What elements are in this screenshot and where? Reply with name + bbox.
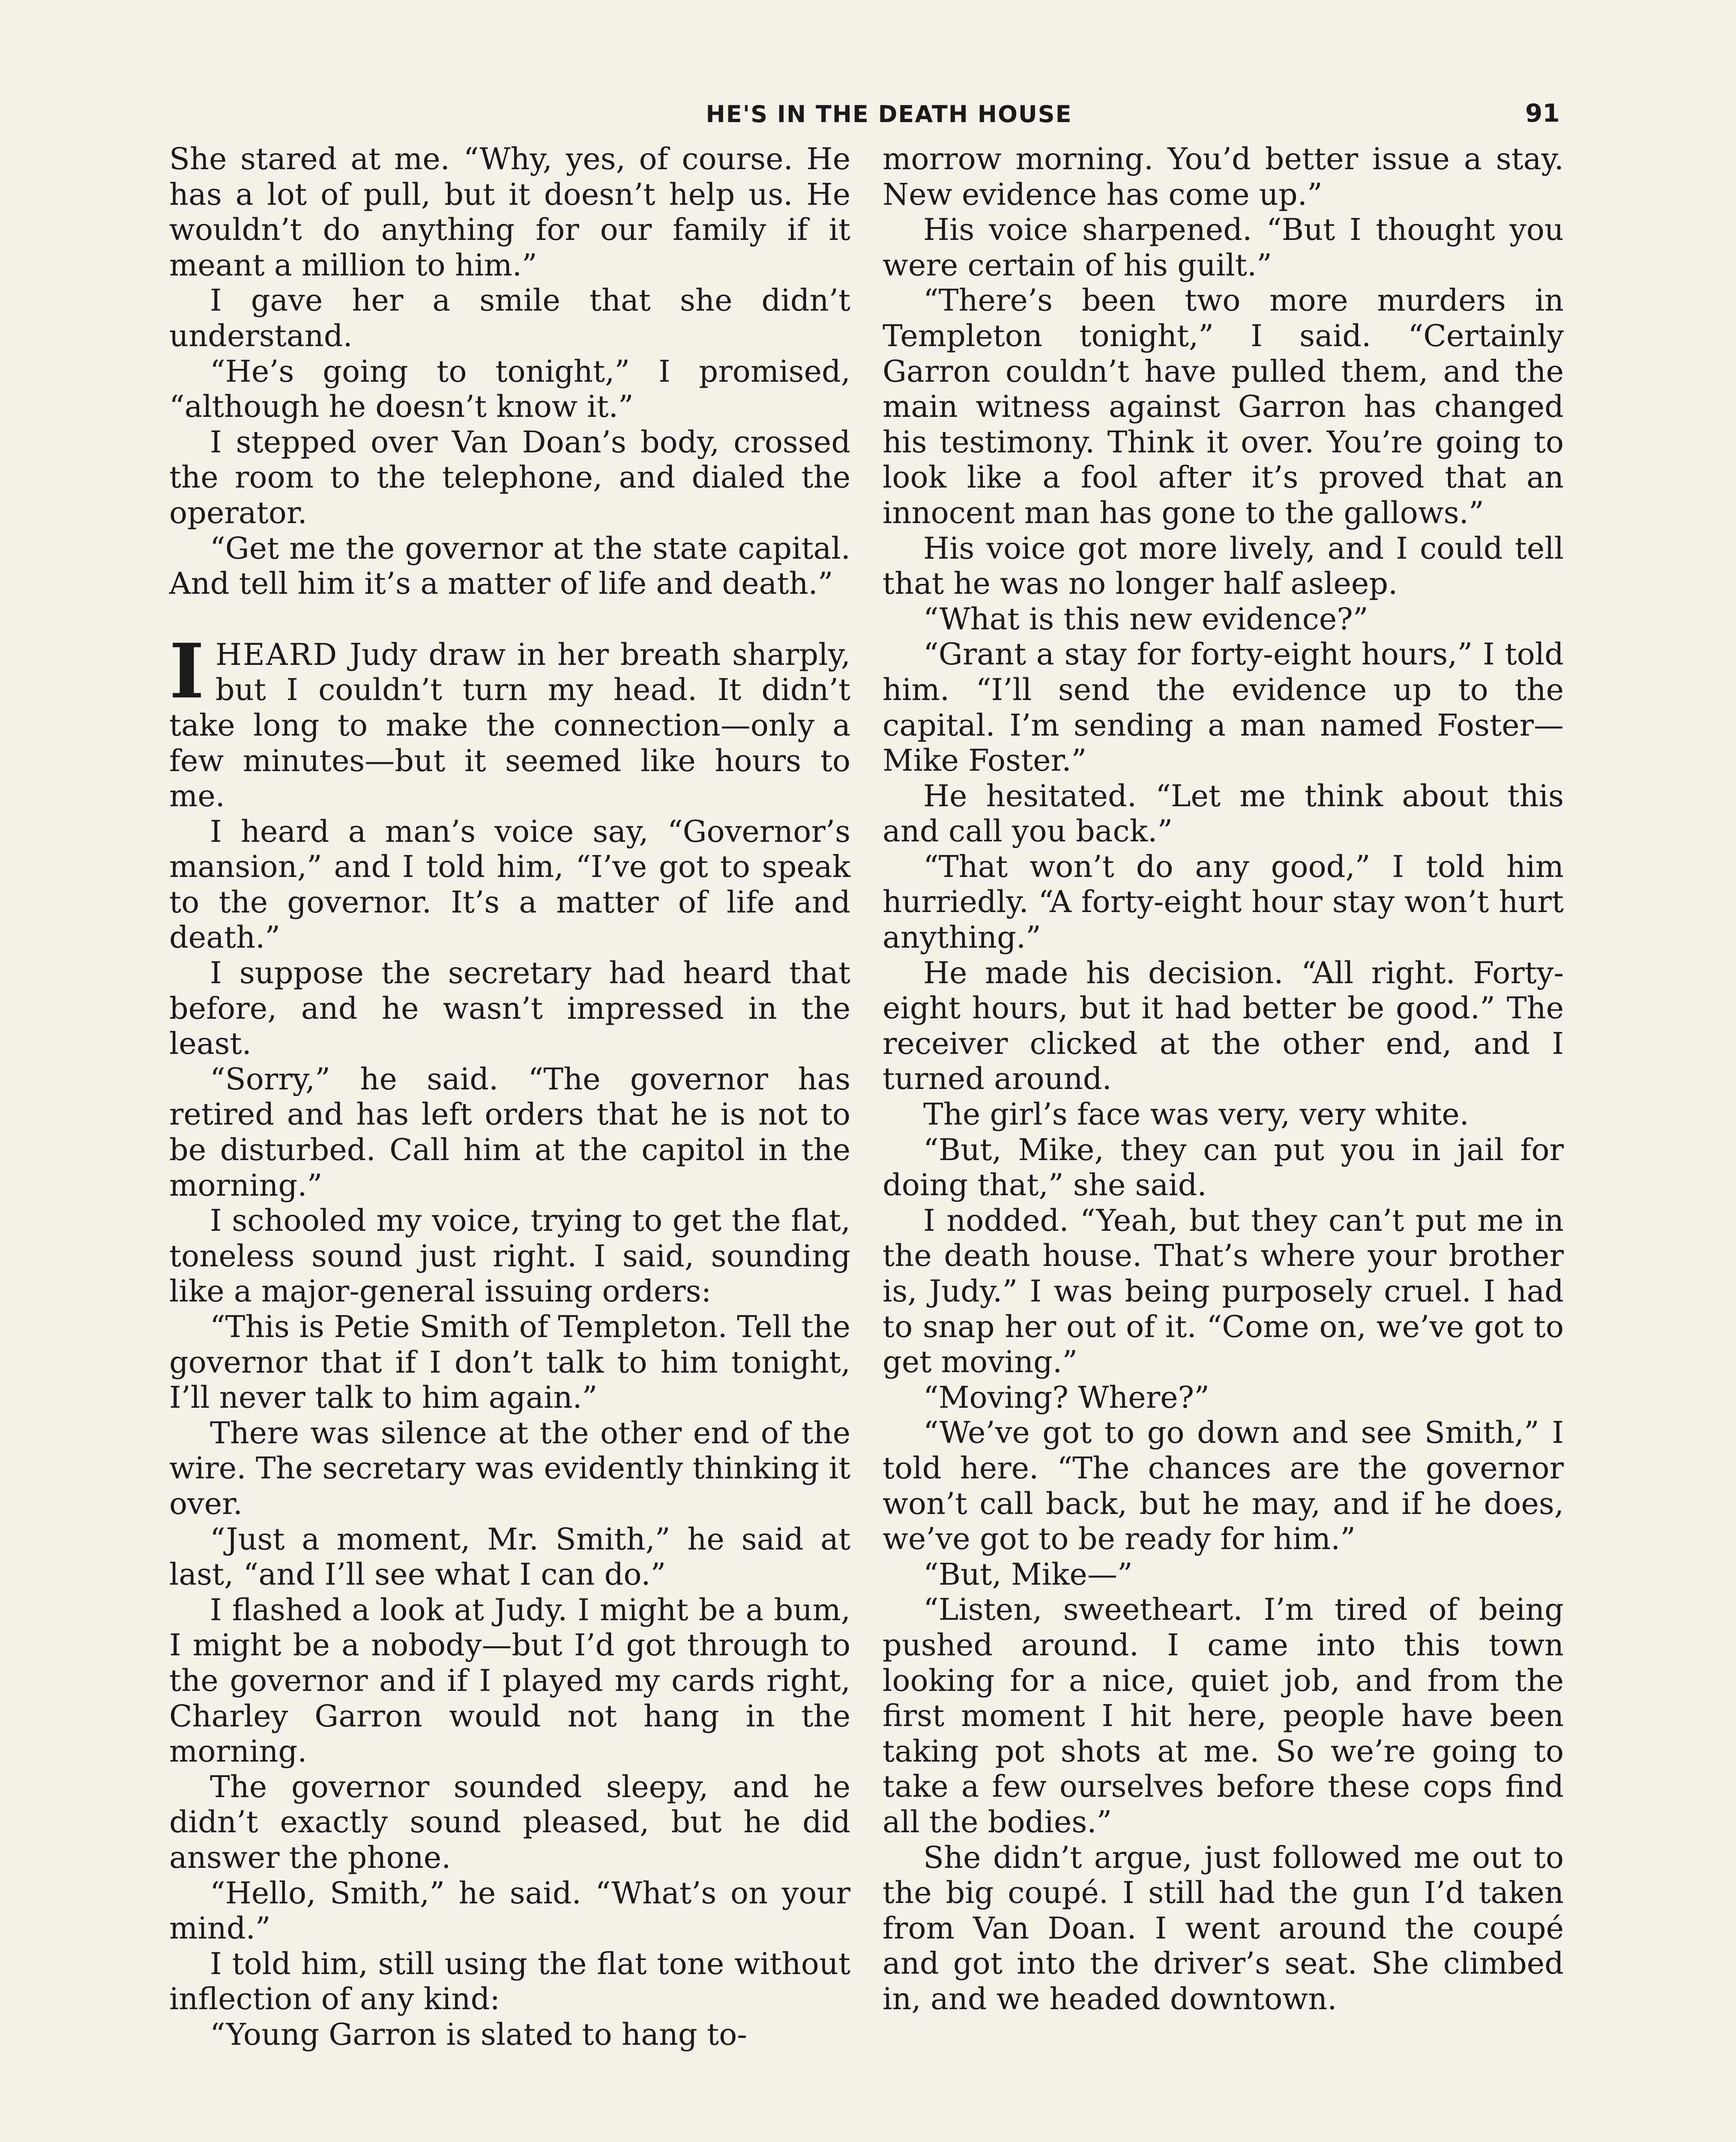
paragraph: His voice got more lively, and I could tell that he was no longer half asleep. <box>883 530 1564 601</box>
paragraph: I suppose the secretary had heard that before, and he wasn’t impressed in the least. <box>169 955 850 1062</box>
paragraph: “That won’t do any good,” I told him hurriedly. “A forty-eight hour stay won’t hurt anything.” <box>883 849 1564 955</box>
paragraph: I schooled my voice, trying to get the flat, toneless sound just right. I said, sounding like a major-general issuing orders: <box>169 1203 850 1309</box>
paragraph: “Just a moment, Mr. Smith,” he said at last, “and I’ll see what I can do.” <box>169 1521 850 1592</box>
paragraph: “But, Mike—” <box>923 1556 1133 1592</box>
paragraph: “We’ve got to go down and see Smith,” I told here. “The chances are the governor won’t call back, but he may, and if he does, we’ve got to be ready for him.” <box>883 1415 1564 1557</box>
paragraph: He made his decision. “All right. Forty-eight hours, but it had better be good.” The receiver clicked at the other end, and I turned around. <box>883 955 1564 1097</box>
paragraph: “But, Mike, they can put you in jail for doing that,” she said. <box>883 1132 1564 1203</box>
paragraph-text: Judy draw in her breath sharply, but I couldn’t turn my head. It didn’t take long to make the connection—only a few minutes—but it seemed like hours to me. <box>169 637 850 814</box>
paragraph: She stared at me. “Why, yes, of course. He has a lot of pull, but it doesn’t help us. He wouldn’t do anything for our family if it meant a million to him.” <box>169 141 850 283</box>
paragraph-dropcap <box>169 627 850 814</box>
paragraph: I nodded. “Yeah, but they can’t put me in the death house. That’s where your brother is, Judy.” I was being purposely cruel. I had to snap her out of it. “Come on, we’ve got to get moving.” <box>883 1203 1564 1380</box>
lead-word: HEARD <box>215 637 338 672</box>
paragraph: “Listen, sweetheart. I’m tired of being pushed around. I came into this town looking for a nice, quiet job, and from the first moment I hit here, people have been taking pot shots at me. So we’re going to take a few ourselves before these cops find all the bodies.” <box>883 1592 1564 1840</box>
paragraph: I heard a man’s voice say, “Governor’s mansion,” and I told him, “I’ve got to speak to the governor. It’s a matter of life and death.” <box>169 814 850 955</box>
page-number: 91 <box>1525 99 1560 128</box>
paragraph: “Grant a stay for forty-eight hours,” I told him. “I’ll send the evidence up to the capital. I’m sending a man named Foster—Mike Foster.” <box>883 637 1564 778</box>
paragraph: “Hello, Smith,” he said. “What’s on your mind.” <box>169 1875 850 1946</box>
paragraph: The girl’s face was very, very white. <box>923 1097 1469 1132</box>
paragraph: “Get me the governor at the state capital. And tell him it’s a matter of life and death.” <box>169 530 850 601</box>
paragraph: I gave her a smile that she didn’t understand. <box>169 283 850 353</box>
paragraph: He hesitated. “Let me think about this and call you back.” <box>883 778 1564 849</box>
left-column <box>169 141 850 2052</box>
paragraph: “Moving? Where?” <box>923 1379 1209 1415</box>
paragraph: She didn’t argue, just followed me out to the big coupé. I still had the gun I’d taken from Van Doan. I went around the coupé and got into the driver’s seat. She climbed in, and we headed downtown. <box>883 1840 1564 2016</box>
paragraph: “What is this new evidence?” <box>923 601 1368 637</box>
paragraph: There was silence at the other end of the wire. The secretary was evidently thinking it over. <box>169 1415 850 1521</box>
paragraph: “Young Garron is slated to hang to- <box>210 2016 747 2052</box>
paragraph: I stepped over Van Doan’s body, crossed the room to the telephone, and dialed the operator. <box>169 424 850 530</box>
paragraph: I told him, still using the flat tone without inflection of any kind: <box>169 1946 850 2017</box>
paragraph: “Sorry,” he said. “The governor has retired and has left orders that he is not to be disturbed. Call him at the capitol in the morning.” <box>169 1061 850 1203</box>
paragraph: I flashed a look at Judy. I might be a bum, I might be a nobody—but I’d got through to the governor and if I played my cards right, Charley Garron would not hang in the morning. <box>169 1592 850 1769</box>
paragraph: “There’s been two more murders in Templeton tonight,” I said. “Certainly Garron couldn’t have pulled them, and the main witness against Garron has changed his testimony. Think it over. You’re going to look like a fool after it’s proved that an innocent man has gone to the gallows.” <box>883 283 1564 530</box>
paragraph: “He’s going to tonight,” I promised, “although he doesn’t know it.” <box>169 353 850 425</box>
paragraph: His voice sharpened. “But I thought you were certain of his guilt.” <box>883 212 1564 283</box>
paragraph: “This is Petie Smith of Templeton. Tell the governor that if I don’t talk to him tonight, I’ll never talk to him again.” <box>169 1309 850 1415</box>
drop-cap: I <box>169 627 204 715</box>
paragraph: The governor sounded sleepy, and he didn’t exactly sound pleased, but he did answer the phone. <box>169 1769 850 1875</box>
paragraph: morrow morning. You’d better issue a stay. New evidence has come up.” <box>883 141 1564 212</box>
right-column <box>883 141 1564 2016</box>
running-header: HE'S IN THE DEATH HOUSE <box>706 101 1072 128</box>
